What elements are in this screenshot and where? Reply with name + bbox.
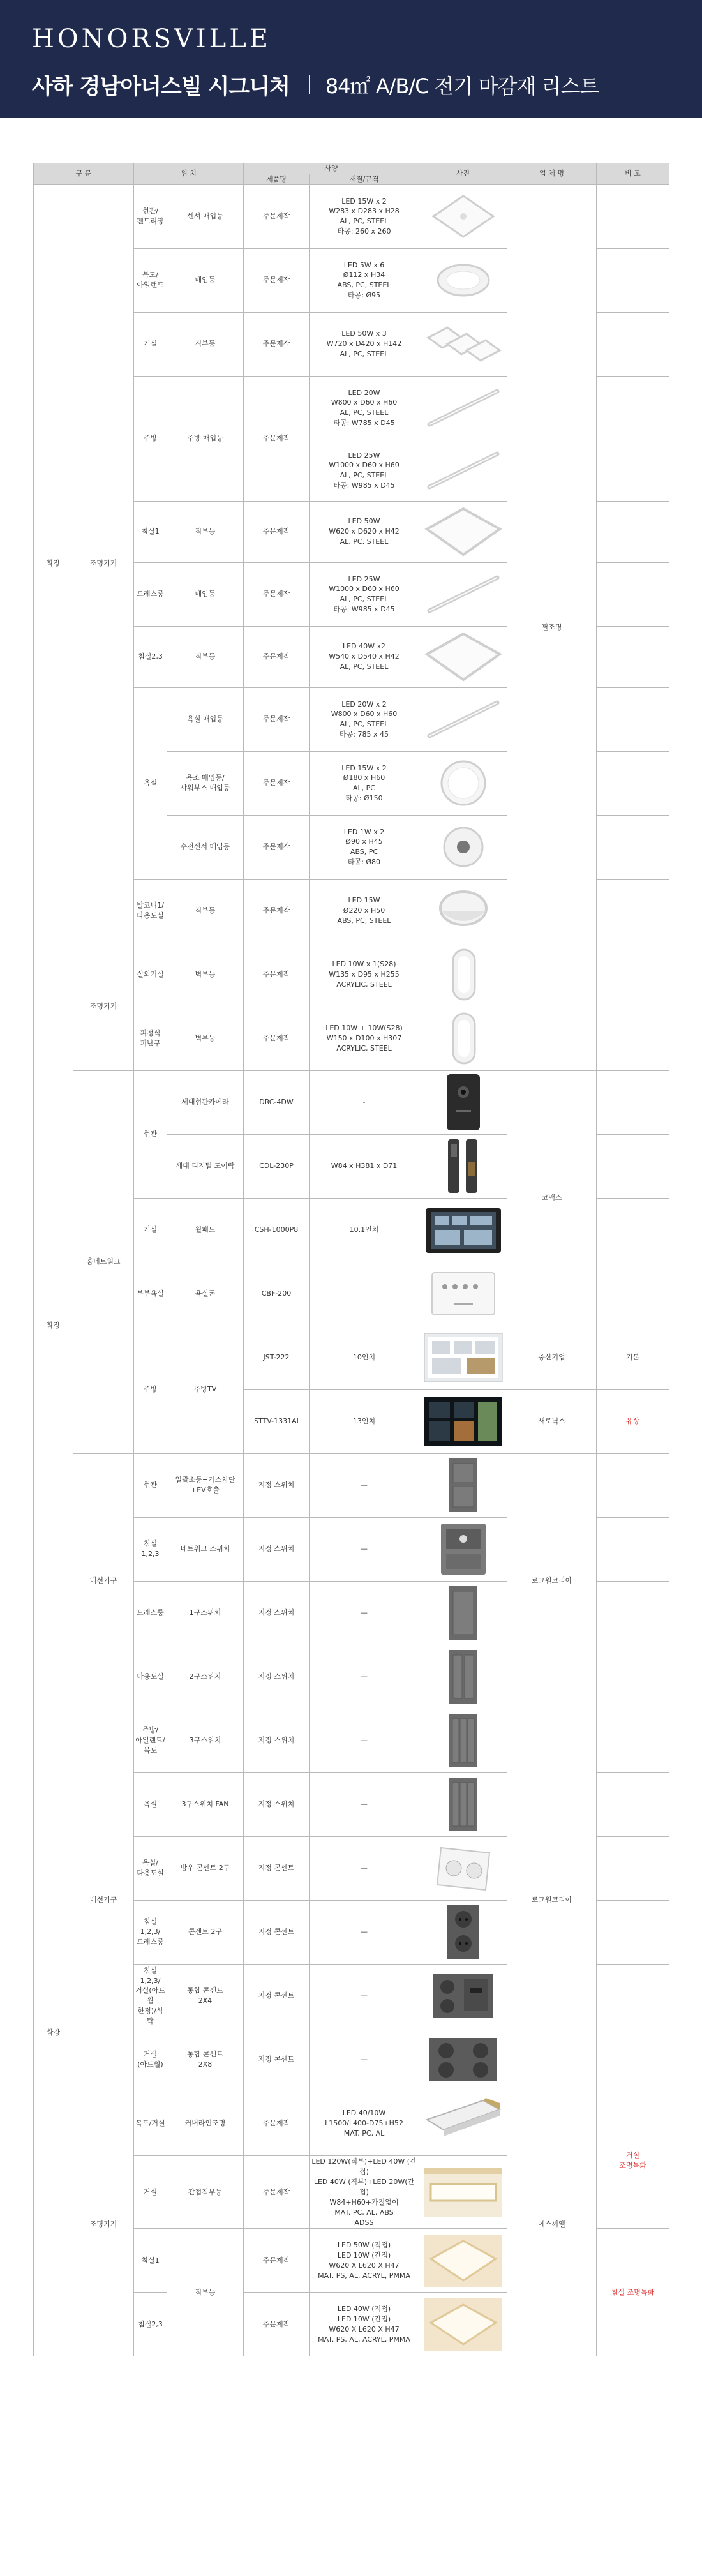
location-cell: 현관 (134, 1070, 167, 1198)
spec-cell: — (310, 1964, 419, 2028)
product-cell: DRC-4DW (244, 1070, 310, 1134)
digital-doorlock-photo (419, 1134, 507, 1198)
door-camera-photo (419, 1070, 507, 1134)
location-cell: 거실 (134, 1198, 167, 1262)
sublocation-cell: 간접직부등 (167, 2155, 244, 2229)
product-cell: 주문제작 (244, 248, 310, 312)
glow-panel-light-photo (419, 2293, 507, 2356)
finish-list-table-wrap (33, 163, 669, 2356)
spec-cell: LED 20W x 2 W800 x D60 x H60 AL, PC, STEEL 타공: 785 x 45 (310, 687, 419, 751)
linear-light-photo (419, 562, 507, 626)
location-cell: 욕실 (134, 687, 167, 879)
sublocation-cell: 콘센트 2구 (167, 1900, 244, 1964)
product-cell: 지정 콘센트 (244, 1900, 310, 1964)
switch-3gang-photo (419, 1772, 507, 1836)
spec-cell: — (310, 1645, 419, 1709)
subgroup-cell-wiring: 배선기구 (73, 1453, 134, 1709)
location-cell: 거실 (아트월) (134, 2028, 167, 2092)
product-cell: 주문제작 (244, 2092, 310, 2155)
note-cell (597, 1262, 669, 1326)
note-cell (597, 1836, 669, 1900)
table-row (34, 1070, 669, 1134)
sublocation-cell: 욕실폰 (167, 1262, 244, 1326)
kitchen-tv-photo (419, 1326, 507, 1389)
maker-cell: 필조명 (507, 184, 597, 1070)
note-cell (597, 1070, 669, 1134)
page-subtitle: 84㎡ A/B/C 전기 마감재 리스트 (325, 73, 599, 98)
product-cell: JST-222 (244, 1326, 310, 1389)
product-cell: 주문제작 (244, 501, 310, 562)
note-cell (597, 1453, 669, 1517)
note-cell: 침실 조명특화 (597, 2229, 669, 2356)
header-banner (0, 0, 702, 118)
group-cell-expand: 확장 (34, 184, 73, 943)
note-cell (597, 440, 669, 501)
product-cell: 주문제작 (244, 2229, 310, 2293)
sublocation-cell: 직부등 (167, 626, 244, 687)
spec-cell: LED 25W W1000 x D60 x H60 AL, PC, STEEL 타공: W985 x D45 (310, 440, 419, 501)
note-cell (597, 943, 669, 1007)
linear-light-photo (419, 687, 507, 751)
product-cell: 주문제작 (244, 626, 310, 687)
product-cell: CBF-200 (244, 1262, 310, 1326)
col-header-jepum: 제품명 (244, 174, 310, 184)
spec-cell: LED 1W x 2 Ø90 x H45 ABS, PC 타공: Ø80 (310, 815, 419, 879)
subgroup-cell-lighting: 조명기기 (73, 943, 134, 1070)
spec-cell: 10.1인치 (310, 1198, 419, 1262)
location-cell: 거실 (134, 312, 167, 376)
spec-cell: LED 20W W800 x D60 x H60 AL, PC, STEEL 타공: W785 x D45 (310, 376, 419, 440)
note-cell: 유상 (597, 1389, 669, 1453)
col-header-jaejil: 재질/규격 (310, 174, 419, 184)
wall-light-photo (419, 943, 507, 1007)
product-cell: 지정 콘센트 (244, 1836, 310, 1900)
product-cell: 지정 스위치 (244, 1453, 310, 1517)
outlet-combo-photo (419, 1964, 507, 2028)
switch-1gang-photo (419, 1581, 507, 1645)
page-title: 사하 경남아너스빌 시그니처 (32, 74, 290, 100)
col-header-maker: 업 체 명 (507, 163, 597, 185)
sublocation-cell: 2구스위치 (167, 1645, 244, 1709)
product-cell: 지정 콘센트 (244, 1964, 310, 2028)
square-sensor-light-photo (419, 184, 507, 248)
table-row (34, 184, 669, 248)
sublocation-cell: 욕실 매입등 (167, 687, 244, 751)
product-cell: 지정 스위치 (244, 1581, 310, 1645)
downlight-round-photo (419, 248, 507, 312)
product-cell: 주문제작 (244, 2155, 310, 2229)
spec-cell: LED 25W W1000 x D60 x H60 AL, PC, STEEL 타공: W985 x D45 (310, 562, 419, 626)
spec-cell: LED 40W (직접) LED 10W (간접) W620 X L620 X H47 MAT. PS, AL, ACRYL, PMMA (310, 2293, 419, 2356)
location-cell: 복도/ 아일랜드 (134, 248, 167, 312)
kitchen-tv-dark-photo (419, 1389, 507, 1453)
sublocation-cell: 수전센서 매입등 (167, 815, 244, 879)
col-header-wichi: 위 치 (134, 163, 244, 185)
product-cell: STTV-1331AI (244, 1389, 310, 1453)
location-cell: 다용도실 (134, 1645, 167, 1709)
sublocation-cell: 매입등 (167, 248, 244, 312)
glow-panel-light-photo (419, 2229, 507, 2293)
subgroup-cell-wiring: 배선기구 (73, 1709, 134, 2092)
note-cell (597, 815, 669, 879)
spec-cell: - (310, 1070, 419, 1134)
sublocation-cell: 일괄소등+가스차단 +EV호출 (167, 1453, 244, 1517)
sublocation-cell: 직부등 (167, 879, 244, 943)
product-cell: 주문제작 (244, 562, 310, 626)
col-header-sayang: 사양 (244, 163, 419, 174)
location-cell: 침실1,2,3/ 드레스룸 (134, 1900, 167, 1964)
product-cell: 주문제작 (244, 879, 310, 943)
location-cell: 드레스룸 (134, 562, 167, 626)
round-bath-light-photo (419, 751, 507, 815)
location-cell: 드레스룸 (134, 1581, 167, 1645)
sublocation-cell: 욕조 매입등/ 샤워부스 매입등 (167, 751, 244, 815)
outlet-4-photo (419, 2028, 507, 2092)
sublocation-cell: 커버라인조명 (167, 2092, 244, 2155)
note-cell (597, 751, 669, 815)
location-cell: 현관/ 팬트리장 (134, 184, 167, 248)
location-cell: 현관 (134, 1453, 167, 1517)
network-switch-photo (419, 1517, 507, 1581)
corner-line-light-photo (419, 2092, 507, 2155)
finish-list-table (33, 163, 669, 2356)
waterproof-outlet-photo (419, 1836, 507, 1900)
col-header-photo: 사진 (419, 163, 507, 185)
note-cell (597, 248, 669, 312)
wall-light-photo (419, 1007, 507, 1070)
subgroup-cell-lighting: 조명기기 (73, 2092, 134, 2356)
sublocation-cell: 방우 콘센트 2구 (167, 1836, 244, 1900)
note-cell (597, 312, 669, 376)
col-header-gubun: 구 분 (34, 163, 134, 185)
sublocation-cell: 네트워크 스위치 (167, 1517, 244, 1581)
note-cell (597, 1198, 669, 1262)
location-cell: 피청식 피난구 (134, 1007, 167, 1070)
product-cell: 주문제작 (244, 376, 310, 501)
location-cell: 주방/ 아일랜드/ 복도 (134, 1709, 167, 1772)
brand-logo: HONORSVILLE (32, 24, 271, 54)
title-divider (309, 75, 310, 94)
location-cell: 침실1 (134, 501, 167, 562)
col-header-note: 비 고 (597, 163, 669, 185)
subgroup-cell-lighting: 조명기기 (73, 184, 134, 943)
product-cell: 주문제작 (244, 184, 310, 248)
product-cell: CDL-230P (244, 1134, 310, 1198)
location-cell: 실외기실 (134, 943, 167, 1007)
sublocation-cell: 직부등 (167, 501, 244, 562)
note-cell (597, 687, 669, 751)
spec-cell: — (310, 1772, 419, 1836)
spec-cell: — (310, 1836, 419, 1900)
sublocation-cell: 세대현관카메라 (167, 1070, 244, 1134)
spec-cell: LED 15W x 2 Ø180 x H60 AL, PC 타공: Ø150 (310, 751, 419, 815)
product-cell: 주문제작 (244, 687, 310, 751)
product-cell: 지정 스위치 (244, 1772, 310, 1836)
sublocation-cell: 통합 콘센트 2X8 (167, 2028, 244, 2092)
spec-cell: LED 50W x 3 W720 x D420 x H142 AL, PC, STEEL (310, 312, 419, 376)
spec-cell: LED 10W + 10W(S28) W150 x D100 x H307 ACRYLIC, STEEL (310, 1007, 419, 1070)
title-row (32, 69, 599, 100)
triple-panel-light-photo (419, 312, 507, 376)
sublocation-cell: 직부등 (167, 312, 244, 376)
note-cell (597, 501, 669, 562)
spec-cell: — (310, 1581, 419, 1645)
sublocation-cell: 1구스위치 (167, 1581, 244, 1645)
location-cell: 침실1,2,3 (134, 1517, 167, 1581)
table-row (34, 1453, 669, 1517)
wallpad-photo (419, 1198, 507, 1262)
spec-cell: LED 15W Ø220 x H50 ABS, PC, STEEL (310, 879, 419, 943)
spec-cell: — (310, 1453, 419, 1517)
group-cell-expand: 확장 (34, 1709, 73, 2356)
note-cell (597, 1517, 669, 1581)
product-cell: 주문제작 (244, 943, 310, 1007)
note-cell (597, 376, 669, 440)
linear-light-photo (419, 440, 507, 501)
note-cell (597, 562, 669, 626)
spec-cell: LED 15W x 2 W283 x D283 x H28 AL, PC, STEEL 타공: 260 x 260 (310, 184, 419, 248)
spec-cell: — (310, 1517, 419, 1581)
maker-cell: 코맥스 (507, 1070, 597, 1326)
sublocation-cell: 센서 매입등 (167, 184, 244, 248)
spec-cell: LED 50W W620 x D620 x H42 AL, PC, STEEL (310, 501, 419, 562)
note-cell (597, 1581, 669, 1645)
round-ceiling-light-photo (419, 879, 507, 943)
note-cell (597, 2028, 669, 2092)
spec-cell: LED 50W (직접) LED 10W (간접) W620 X L620 X H47 MAT. PS, AL, ACRYL, PMMA (310, 2229, 419, 2293)
square-panel-light-photo (419, 501, 507, 562)
location-cell: 복도/거실 (134, 2092, 167, 2155)
product-cell: 주문제작 (244, 751, 310, 815)
table-row (34, 2092, 669, 2155)
note-cell: 거실 조명특화 (597, 2092, 669, 2229)
sublocation-cell: 3구스위치 (167, 1709, 244, 1772)
spec-cell: — (310, 1709, 419, 1772)
note-cell (597, 1964, 669, 2028)
spec-cell: LED 5W x 6 Ø112 x H34 ABS, PC, STEEL 타공: Ø95 (310, 248, 419, 312)
sublocation-cell: 3구스위치 FAN (167, 1772, 244, 1836)
location-cell: 주방 (134, 1326, 167, 1453)
note-cell: 기본 (597, 1326, 669, 1389)
switch-2gang-photo (419, 1645, 507, 1709)
product-cell: 주문제작 (244, 815, 310, 879)
indirect-ceiling-light-photo (419, 2155, 507, 2229)
spec-cell: LED 40/10W L1500/L400-D75+H52 MAT. PC, AL (310, 2092, 419, 2155)
square-panel-light-photo (419, 626, 507, 687)
sublocation-cell: 매입등 (167, 562, 244, 626)
maker-cell: 에스씨엘 (507, 2092, 597, 2356)
location-cell: 발코니1/ 다용도실 (134, 879, 167, 943)
note-cell (597, 1134, 669, 1198)
location-cell: 거실 (134, 2155, 167, 2229)
maker-cell: 로그원코리아 (507, 1453, 597, 1709)
bathroom-phone-photo (419, 1262, 507, 1326)
sublocation-cell: 직부등 (167, 2229, 244, 2356)
sublocation-cell: 벽부등 (167, 1007, 244, 1070)
spec-cell: 13인치 (310, 1389, 419, 1453)
location-cell: 욕실/ 다용도실 (134, 1836, 167, 1900)
product-cell: 주문제작 (244, 1007, 310, 1070)
note-cell (597, 1772, 669, 1836)
location-cell: 주방 (134, 376, 167, 501)
product-cell: CSH-1000P8 (244, 1198, 310, 1262)
location-cell: 침실2,3 (134, 2293, 167, 2356)
spec-cell: LED 120W(직부)+LED 40W (간접) LED 40W (직부)+LED 20W(간접) W84+H60+가칠없이 MAT. PC, AL, ABS ADSS (310, 2155, 419, 2229)
location-cell: 침실1,2,3/ 거실(아트월 한정)/식탁 (134, 1964, 167, 2028)
table-body (34, 184, 669, 2356)
switch-3gang-photo (419, 1709, 507, 1772)
product-cell: 지정 스위치 (244, 1517, 310, 1581)
location-cell: 침실2,3 (134, 626, 167, 687)
spec-cell: W84 x H381 x D71 (310, 1134, 419, 1198)
location-cell: 욕실 (134, 1772, 167, 1836)
spec-cell: — (310, 2028, 419, 2092)
product-cell: 지정 콘센트 (244, 2028, 310, 2092)
note-cell (597, 879, 669, 943)
note-cell (597, 1645, 669, 1709)
note-cell (597, 626, 669, 687)
sublocation-cell: 주방TV (167, 1326, 244, 1453)
sublocation-cell: 벽부등 (167, 943, 244, 1007)
product-cell: 주문제작 (244, 2293, 310, 2356)
maker-cell: 로그원코리아 (507, 1709, 597, 2092)
note-cell (597, 1709, 669, 1772)
sublocation-cell: 세대 디지털 도어락 (167, 1134, 244, 1198)
round-sensor-light-photo (419, 815, 507, 879)
sublocation-cell: 월패드 (167, 1198, 244, 1262)
product-cell: 주문제작 (244, 312, 310, 376)
note-cell (597, 184, 669, 248)
location-cell: 부부욕실 (134, 1262, 167, 1326)
spec-cell: — (310, 1900, 419, 1964)
spec-cell: LED 10W x 1(S28) W135 x D95 x H255 ACRYLIC, STEEL (310, 943, 419, 1007)
group-cell-expand: 확장 (34, 943, 73, 1709)
subgroup-cell-homenet: 홈네트워크 (73, 1070, 134, 1453)
linear-light-photo (419, 376, 507, 440)
product-cell: 지정 스위치 (244, 1709, 310, 1772)
spec-cell (310, 1262, 419, 1326)
note-cell (597, 1007, 669, 1070)
maker-cell: 새로닉스 (507, 1389, 597, 1453)
location-cell: 침실1 (134, 2229, 167, 2293)
outlet-2gang-photo (419, 1900, 507, 1964)
spec-cell: 10인치 (310, 1326, 419, 1389)
spec-cell: LED 40W x2 W540 x D540 x H42 AL, PC, STEEL (310, 626, 419, 687)
maker-cell: 중산기업 (507, 1326, 597, 1389)
table-row (34, 1709, 669, 1772)
sublocation-cell: 통합 콘센트 2X4 (167, 1964, 244, 2028)
note-cell (597, 1900, 669, 1964)
product-cell: 지정 스위치 (244, 1645, 310, 1709)
sublocation-cell: 주방 매입등 (167, 376, 244, 501)
master-switch-photo (419, 1453, 507, 1517)
